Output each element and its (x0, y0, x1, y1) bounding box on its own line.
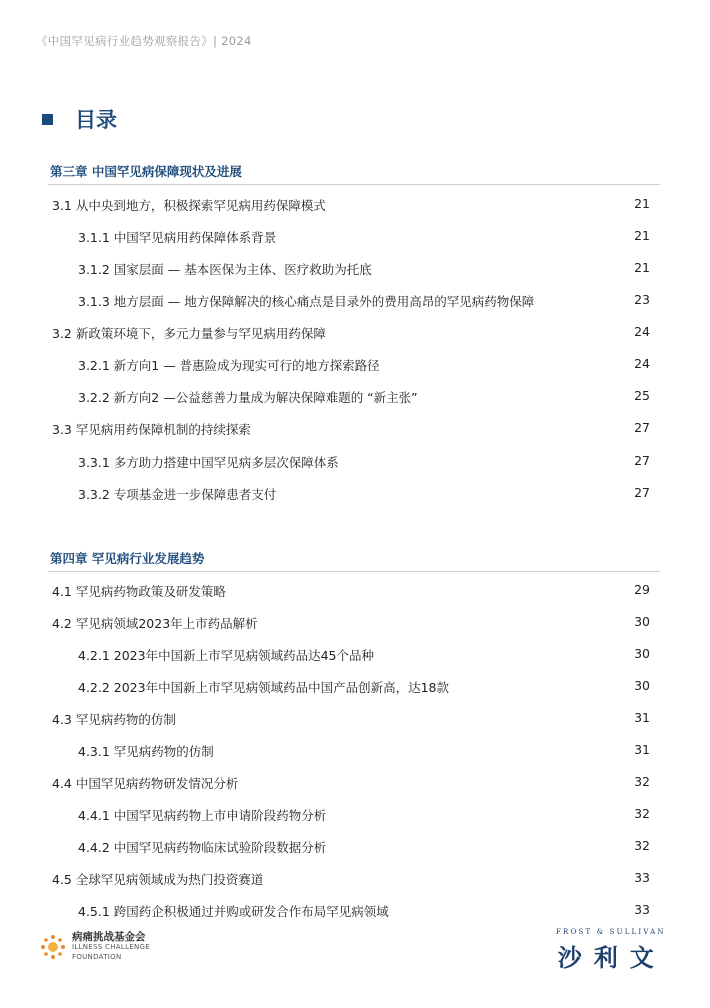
toc-entry-page: 31 (634, 710, 650, 725)
toc-entry-3-3-2[interactable] (78, 485, 650, 505)
toc-entry-4-2-2[interactable] (78, 678, 650, 698)
chapter-3-title: 第三章 中国罕见病保障现状及进展 (50, 164, 242, 179)
toc-entry-page: 21 (634, 260, 650, 275)
toc-entry-3-3-1[interactable] (78, 453, 650, 473)
toc-entry-text: 4.3 罕见病药物的仿制 (52, 712, 176, 727)
toc-entry-4-2[interactable] (52, 614, 650, 634)
toc-entry-page: 32 (634, 806, 650, 821)
toc-entry-3-1-3[interactable] (78, 292, 650, 312)
toc-entry-page: 23 (634, 292, 650, 307)
toc-entry-3-2[interactable] (52, 324, 650, 344)
toc-entry-page: 32 (634, 774, 650, 789)
toc-entry-page: 24 (634, 324, 650, 339)
toc-entry-text: 4.5.1 跨国药企积极通过并购或研发合作布局罕见病领域 (78, 904, 389, 919)
heading-square-icon (42, 114, 53, 125)
toc-entry-text: 3.3 罕见病用药保障机制的持续探索 (52, 422, 251, 437)
toc-entry-page: 24 (634, 356, 650, 371)
toc-entry-3-1-2[interactable] (78, 260, 650, 280)
toc-entry-page: 33 (634, 870, 650, 885)
toc-entry-text: 4.1 罕见病药物政策及研发策略 (52, 584, 226, 599)
toc-entry-text: 3.2.1 新方向1 — 普惠险成为现实可行的地方探索路径 (78, 358, 380, 373)
toc-entry-text: 4.2 罕见病领域2023年上市药品解析 (52, 616, 258, 631)
toc-entry-4-4-2[interactable] (78, 838, 650, 858)
toc-entry-text: 4.4.2 中国罕见病药物临床试验阶段数据分析 (78, 840, 327, 855)
toc-entry-4-3[interactable] (52, 710, 650, 730)
frost-sullivan-cn: 沙利文 (557, 944, 666, 972)
toc-entry-page: 27 (634, 453, 650, 468)
toc-entry-text: 4.5 全球罕见病领域成为热门投资赛道 (52, 872, 264, 887)
toc-entry-page: 30 (634, 646, 650, 661)
toc-entry-page: 31 (634, 742, 650, 757)
toc-entry-page: 30 (634, 614, 650, 629)
toc-entry-page: 33 (634, 902, 650, 917)
foundation-name-en-1: ILLNESS CHALLENGE (72, 943, 150, 951)
foundation-sun-icon (40, 934, 66, 960)
toc-entry-page: 21 (634, 228, 650, 243)
toc-entry-page: 25 (634, 388, 650, 403)
toc-entry-4-3-1[interactable] (78, 742, 650, 762)
toc-entry-3-3[interactable] (52, 420, 650, 440)
toc-entry-page: 27 (634, 485, 650, 500)
foundation-name-cn: 病痛挑战基金会 (72, 931, 146, 943)
toc-entry-text: 3.3.1 多方助力搭建中国罕见病多层次保障体系 (78, 455, 339, 470)
toc-entry-page: 27 (634, 420, 650, 435)
toc-heading (42, 104, 117, 134)
chapter-4-divider (48, 571, 660, 572)
chapter-4-title: 第四章 罕见病行业发展趋势 (50, 551, 205, 566)
toc-entry-3-1[interactable] (52, 196, 650, 216)
toc-entry-3-2-2[interactable] (78, 388, 650, 408)
toc-entry-text: 3.3.2 专项基金进一步保障患者支付 (78, 487, 277, 502)
toc-entry-4-4[interactable] (52, 774, 650, 794)
toc-entry-page: 30 (634, 678, 650, 693)
foundation-name-en-2: FOUNDATION (72, 953, 122, 961)
toc-entry-4-1[interactable] (52, 582, 650, 602)
running-header: 《中国罕见病行业趋势观察报告》| 2024 (36, 34, 252, 48)
toc-entry-4-4-1[interactable] (78, 806, 650, 826)
toc-entry-text: 4.2.2 2023年中国新上市罕见病领域药品中国产品创新高，达18款 (78, 680, 449, 695)
toc-entry-text: 3.1.1 中国罕见病用药保障体系背景 (78, 230, 277, 245)
toc-title: 目录 (75, 108, 117, 132)
toc-entry-page: 32 (634, 838, 650, 853)
chapter-3-divider (48, 184, 660, 185)
toc-entry-3-1-1[interactable] (78, 228, 650, 248)
toc-entry-text: 3.2 新政策环境下，多元力量参与罕见病用药保障 (52, 326, 326, 341)
toc-entry-text: 4.4 中国罕见病药物研发情况分析 (52, 776, 239, 791)
illness-challenge-logo (40, 932, 150, 962)
toc-entry-text: 3.1 从中央到地方，积极探索罕见病用药保障模式 (52, 198, 326, 213)
toc-entry-4-5[interactable] (52, 870, 650, 890)
toc-entry-text: 3.1.2 国家层面 — 基本医保为主体、医疗救助为托底 (78, 262, 372, 277)
toc-entry-text: 4.2.1 2023年中国新上市罕见病领域药品达45个品种 (78, 648, 374, 663)
toc-entry-4-2-1[interactable] (78, 646, 650, 666)
toc-entry-4-5-1[interactable] (78, 902, 650, 922)
frost-sullivan-en: FROST & SULLIVAN (556, 928, 666, 936)
toc-entry-text: 3.1.3 地方层面 — 地方保障解决的核心痛点是目录外的费用高昂的罕见病药物保障 (78, 294, 535, 309)
toc-entry-text: 4.4.1 中国罕见病药物上市申请阶段药物分析 (78, 808, 327, 823)
toc-entry-text: 4.3.1 罕见病药物的仿制 (78, 744, 214, 759)
toc-entry-page: 29 (634, 582, 650, 597)
toc-entry-3-2-1[interactable] (78, 356, 650, 376)
toc-entry-page: 21 (634, 196, 650, 211)
frost-sullivan-logo (556, 928, 666, 973)
toc-entry-text: 3.2.2 新方向2 —公益慈善力量成为解决保障难题的 “新主张” (78, 390, 418, 405)
